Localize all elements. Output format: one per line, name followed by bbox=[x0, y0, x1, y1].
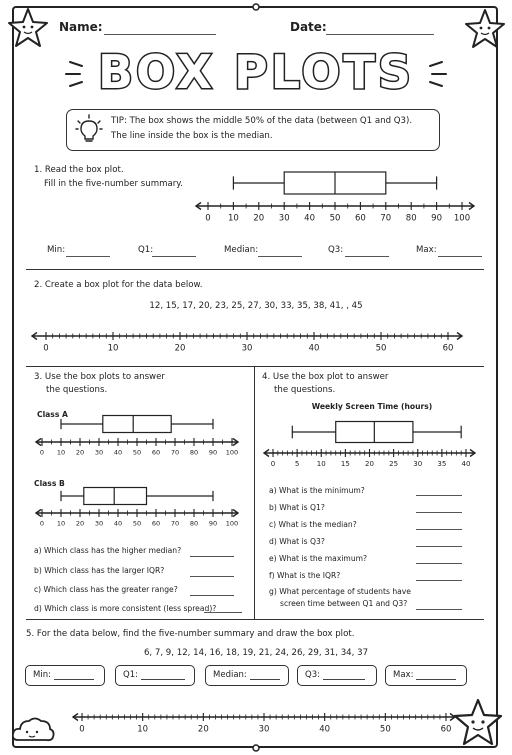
q5-instruction: 5. For the data below, find the five-number summary and draw the box plot. bbox=[26, 629, 355, 639]
q1-q1-field[interactable] bbox=[152, 256, 196, 257]
q1-instruction: 1. Read the box plot. bbox=[34, 165, 124, 175]
q1-min-field[interactable] bbox=[66, 256, 110, 257]
section-divider bbox=[26, 366, 484, 367]
tick-label: 0 bbox=[39, 448, 45, 457]
q4-answer-a[interactable] bbox=[416, 495, 462, 496]
q5-number-line[interactable] bbox=[66, 706, 464, 742]
tick-label: 50 bbox=[132, 448, 142, 457]
tick-label: 10 bbox=[316, 460, 326, 468]
ring-icon bbox=[246, 744, 266, 752]
q3-answer-d[interactable] bbox=[204, 612, 242, 613]
q2-instruction: 2. Create a box plot for the data below. bbox=[34, 280, 203, 290]
tick-label: 50 bbox=[375, 343, 387, 354]
tick-label: 20 bbox=[253, 213, 265, 224]
q4-answer-e[interactable] bbox=[416, 563, 462, 564]
q1-instruction-2: Fill in the five-number summary. bbox=[44, 179, 183, 189]
name-field[interactable] bbox=[104, 34, 216, 35]
page-title-banner bbox=[60, 44, 452, 102]
tick-label: 35 bbox=[437, 460, 447, 468]
q4-answer-d[interactable] bbox=[416, 546, 462, 547]
star-icon bbox=[462, 6, 508, 52]
q3-question-c: c) Which class has the greater range? bbox=[34, 585, 178, 594]
q1-median-field[interactable] bbox=[258, 256, 302, 257]
tick-label: 20 bbox=[365, 460, 374, 468]
tick-label: 10 bbox=[137, 724, 149, 735]
tick-label: 60 bbox=[442, 343, 454, 354]
q5-data-values: 6, 7, 9, 12, 14, 16, 18, 19, 21, 24, 26, 29, 31, 34, 37 bbox=[143, 648, 369, 658]
tick-label: 0 bbox=[79, 724, 85, 735]
q4-question-c: c) What is the median? bbox=[269, 520, 357, 529]
q5-max-label: Max: bbox=[393, 670, 414, 680]
tick-label: 70 bbox=[170, 519, 180, 528]
q3-instruction: 3. Use the box plots to answer bbox=[34, 372, 165, 382]
q3-question-b: b) Which class has the larger IQR? bbox=[34, 566, 165, 575]
tick-label: 40 bbox=[113, 448, 123, 457]
page-title: BOX PLOTS bbox=[97, 45, 415, 99]
tick-label: 25 bbox=[389, 460, 399, 468]
tick-label: 40 bbox=[319, 724, 331, 735]
tick-label: 100 bbox=[225, 519, 239, 528]
q1-max-field[interactable] bbox=[438, 256, 482, 257]
q3-question-d: d) Which class is more consistent (less spread)? bbox=[34, 604, 217, 613]
q5-min-box[interactable] bbox=[25, 665, 105, 686]
tick-label: 30 bbox=[241, 343, 253, 354]
section-divider-vertical bbox=[254, 366, 255, 619]
date-label: Date: bbox=[290, 20, 327, 34]
q5-min-label: Min: bbox=[33, 670, 51, 680]
tick-label: 0 bbox=[43, 343, 49, 354]
q3-answer-c[interactable] bbox=[190, 595, 234, 596]
name-label: Name: bbox=[59, 20, 103, 34]
q1-max-label: Max: bbox=[416, 245, 437, 255]
box-iqr bbox=[84, 488, 147, 505]
ring-icon bbox=[246, 3, 266, 11]
tick-label: 30 bbox=[278, 213, 290, 224]
q5-median-field[interactable] bbox=[250, 671, 280, 680]
class-a-label: Class A bbox=[37, 410, 68, 419]
class-b-box-plot bbox=[30, 483, 248, 535]
q4-question-b: b) What is Q1? bbox=[269, 503, 325, 512]
section-divider bbox=[26, 619, 484, 620]
q5-max-box[interactable] bbox=[385, 665, 467, 686]
tick-label: 10 bbox=[56, 519, 66, 528]
q2-number-line[interactable] bbox=[30, 325, 482, 361]
tick-label: 10 bbox=[56, 448, 66, 457]
tick-label: 100 bbox=[225, 448, 239, 457]
q4-answer-f[interactable] bbox=[416, 580, 462, 581]
tip-line-1: TIP: The box shows the middle 50% of the data (between Q1 and Q3). bbox=[111, 116, 413, 126]
tick-label: 30 bbox=[413, 460, 423, 468]
q1-q3-field[interactable] bbox=[345, 256, 389, 257]
section-divider bbox=[26, 269, 484, 270]
sparkle-lines-right bbox=[430, 62, 446, 86]
q3-answer-a[interactable] bbox=[190, 556, 234, 557]
q4-question-d: d) What is Q3? bbox=[269, 537, 325, 546]
tick-label: 30 bbox=[94, 448, 104, 457]
tick-label: 40 bbox=[308, 343, 320, 354]
tick-label: 60 bbox=[151, 448, 161, 457]
tick-label: 60 bbox=[354, 213, 366, 224]
q4-answer-g[interactable] bbox=[416, 609, 462, 610]
tick-label: 40 bbox=[113, 519, 123, 528]
tick-label: 20 bbox=[75, 519, 85, 528]
q3-question-a: a) Which class has the higher median? bbox=[34, 546, 182, 555]
tick-label: 60 bbox=[440, 724, 452, 735]
q2-data-values: 12, 15, 17, 20, 23, 25, 27, 30, 33, 35, 38, 41, , 45 bbox=[149, 301, 363, 311]
q1-median-label: Median: bbox=[224, 245, 259, 255]
q5-min-field[interactable] bbox=[54, 671, 94, 680]
q4-answer-b[interactable] bbox=[416, 512, 462, 513]
tick-label: 0 bbox=[205, 213, 211, 224]
tick-label: 100 bbox=[453, 213, 471, 224]
q1-q1-label: Q1: bbox=[138, 245, 154, 255]
tick-label: 50 bbox=[329, 213, 341, 224]
box-iqr bbox=[103, 416, 171, 433]
tick-label: 70 bbox=[380, 213, 392, 224]
tick-label: 80 bbox=[189, 448, 199, 457]
q1-box-plot bbox=[192, 163, 482, 229]
screen-time-box-plot bbox=[258, 416, 484, 474]
tick-label: 50 bbox=[132, 519, 142, 528]
q5-q3-field[interactable] bbox=[323, 671, 365, 680]
q4-question-f: f) What is the IQR? bbox=[269, 571, 341, 580]
q1-min-label: Min: bbox=[47, 245, 66, 255]
q3-answer-b[interactable] bbox=[190, 576, 234, 577]
tick-label: 40 bbox=[461, 460, 471, 468]
tick-label: 40 bbox=[304, 213, 316, 224]
tick-label: 90 bbox=[431, 213, 443, 224]
q4-question-e: e) What is the maximum? bbox=[269, 554, 368, 563]
tick-label: 30 bbox=[94, 519, 104, 528]
lightbulb-icon bbox=[75, 113, 103, 145]
q4-question-g: g) What percentage of students have bbox=[269, 587, 411, 596]
tick-label: 70 bbox=[170, 448, 180, 457]
tick-label: 60 bbox=[151, 519, 161, 528]
q4-instruction: 4. Use the box plot to answer bbox=[262, 372, 389, 382]
class-b-label: Class B bbox=[34, 479, 65, 488]
star-icon bbox=[6, 6, 50, 50]
q5-q1-field[interactable] bbox=[141, 671, 185, 680]
q5-median-box[interactable] bbox=[205, 665, 289, 686]
tick-label: 90 bbox=[208, 448, 218, 457]
tick-label: 10 bbox=[227, 213, 239, 224]
tip-line-2: The line inside the box is the median. bbox=[111, 131, 273, 141]
tick-label: 20 bbox=[174, 343, 186, 354]
tick-label: 5 bbox=[294, 460, 300, 468]
tick-label: 20 bbox=[75, 448, 85, 457]
q3-instruction-2: the questions. bbox=[46, 385, 108, 395]
q4-instruction-2: the questions. bbox=[274, 385, 336, 395]
q4-question-a: a) What is the minimum? bbox=[269, 486, 365, 495]
tick-label: 15 bbox=[340, 460, 350, 468]
q5-q1-box[interactable] bbox=[115, 665, 195, 686]
q5-q1-label: Q1: bbox=[123, 670, 138, 680]
tick-label: 0 bbox=[270, 460, 276, 468]
q4-question-g-2: screen time between Q1 and Q3? bbox=[280, 599, 408, 608]
tick-label: 80 bbox=[405, 213, 417, 224]
q5-q3-label: Q3: bbox=[305, 670, 320, 680]
q5-q3-box[interactable] bbox=[297, 665, 377, 686]
tick-label: 90 bbox=[208, 519, 218, 528]
q4-answer-c[interactable] bbox=[416, 529, 462, 530]
q5-median-label: Median: bbox=[213, 670, 247, 680]
date-field[interactable] bbox=[326, 34, 434, 35]
tick-label: 30 bbox=[258, 724, 270, 735]
sparkle-lines-left bbox=[66, 62, 82, 86]
cloud-icon bbox=[10, 712, 56, 746]
tick-label: 0 bbox=[39, 519, 45, 528]
tick-label: 10 bbox=[107, 343, 119, 354]
q5-max-field[interactable] bbox=[416, 671, 456, 680]
q4-chart-title: Weekly Screen Time (hours) bbox=[311, 402, 433, 411]
tick-label: 50 bbox=[379, 724, 391, 735]
class-a-box-plot bbox=[30, 413, 248, 465]
tick-label: 80 bbox=[189, 519, 199, 528]
q1-q3-label: Q3: bbox=[328, 245, 344, 255]
tick-label: 20 bbox=[197, 724, 209, 735]
